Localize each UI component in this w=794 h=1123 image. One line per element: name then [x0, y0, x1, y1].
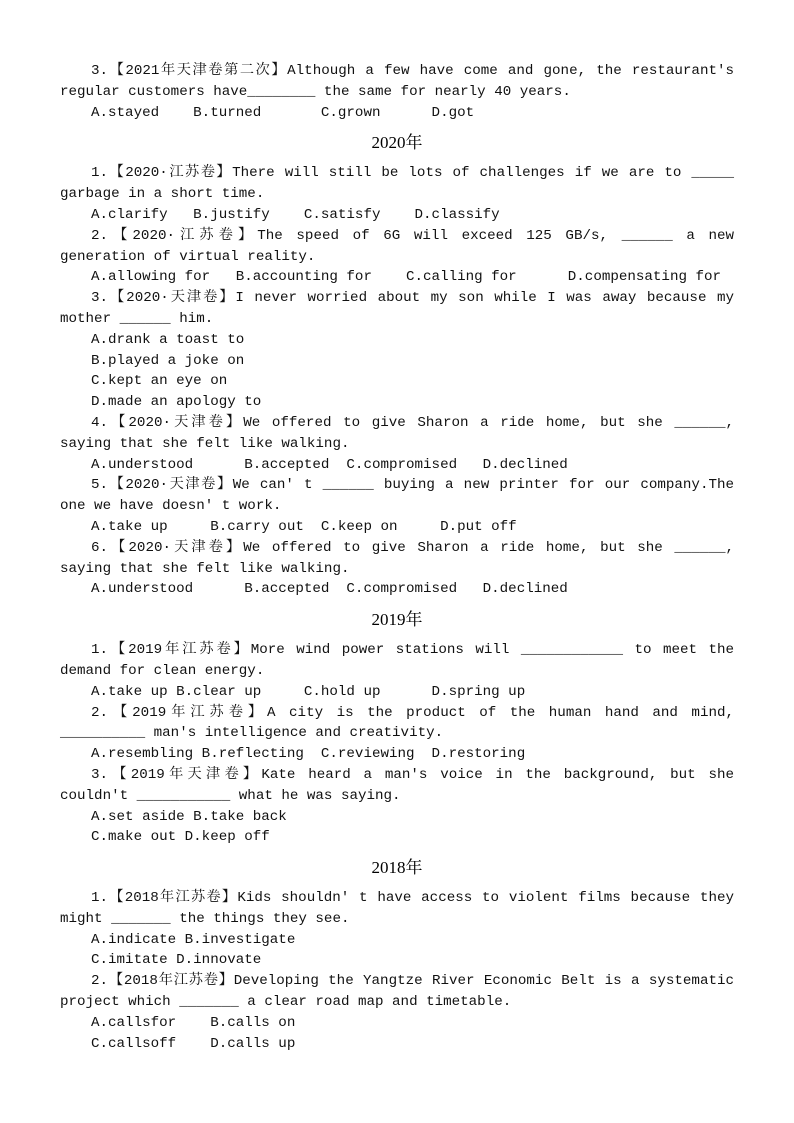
question	[60, 288, 734, 413]
year-heading: 2019年	[371, 610, 423, 630]
question-stem: 1.【2020·江苏卷】There will still be lots of challenges if we are to _____ garbage in a short time.	[60, 165, 734, 203]
year-heading: 2018年	[371, 858, 423, 878]
question	[60, 888, 734, 971]
question-option: C.kept an eye on	[91, 373, 228, 390]
question-stem: 2.【2020·江苏卷】The speed of 6G will exceed 125 GB/s, ______ a new generation of virtual reality.	[60, 227, 734, 265]
question-stem: 3.【2019年天津卷】Kate heard a man's voice in the background, but she couldn't ___________ what he was saying.	[60, 766, 734, 804]
question-options: A.allowing for B.accounting for C.calling for D.compensating for	[91, 269, 722, 286]
question-stem: 6.【2020·天津卷】We offered to give Sharon a ride home, but she ______, saying that she felt like walking.	[60, 539, 734, 577]
question	[60, 413, 734, 475]
question-option: A.indicate B.investigate	[91, 931, 296, 948]
question	[60, 640, 734, 702]
question	[60, 765, 734, 848]
question-stem: 3.【2020·天津卷】I never worried about my son while I was away because my mother ______ him.	[60, 290, 734, 327]
question-stem: 1.【2018年江苏卷】Kids shouldn' t have access to violent films because they might _______ the things they see.	[60, 890, 734, 927]
year-heading: 2020年	[371, 133, 423, 153]
question-stem: 2.【2019年江苏卷】A city is the product of the human hand and mind, __________ man's intelligence and creativity.	[60, 704, 734, 742]
question-option: A.drank a toast to	[91, 331, 245, 348]
question-stem: 2.【2018年江苏卷】Developing the Yangtze River Economic Belt is a systematic project which _______ a clear road map and timetable.	[60, 973, 734, 1011]
question-option: C.imitate D.innovate	[91, 952, 262, 969]
question	[60, 163, 734, 225]
question	[60, 61, 734, 123]
question-stem: 5.【2020·天津卷】We can' t ______ buying a new printer for our company.The one we have doesn' t work.	[60, 477, 734, 515]
question	[60, 475, 734, 537]
question-option: D.made an apology to	[91, 394, 262, 411]
document-page	[60, 61, 734, 1054]
question-options: A.take up B.clear up C.hold up D.spring up	[91, 683, 526, 700]
question-options: A.clarify B.justify C.satisfy D.classify	[91, 206, 500, 223]
question-stem: 1.【2019年江苏卷】More wind power stations will ____________ to meet the demand for clean energy.	[60, 642, 734, 679]
question-option: A.callsfor B.calls on	[91, 1014, 296, 1031]
question-option: C.callsoff D.calls up	[91, 1035, 296, 1052]
question-options: A.resembling B.reflecting C.reviewing D.restoring	[91, 746, 526, 763]
question-option: C.make out D.keep off	[91, 829, 270, 846]
question-options: A.understood B.accepted C.compromised D.declined	[91, 456, 568, 473]
question	[60, 971, 734, 1054]
question-option: B.played a joke on	[91, 352, 245, 369]
question	[60, 538, 734, 600]
question-stem: 4.【2020·天津卷】We offered to give Sharon a ride home, but she ______, saying that she felt like walking.	[60, 414, 734, 452]
question-options: A.stayed B.turned C.grown D.got	[91, 104, 475, 121]
question-options: A.take up B.carry out C.keep on D.put off	[91, 518, 517, 535]
question-option: A.set aside B.take back	[91, 808, 287, 825]
question	[60, 703, 734, 765]
question	[60, 226, 734, 288]
question-options: A.understood B.accepted C.compromised D.declined	[91, 581, 568, 598]
question-stem: 3.【2021年天津卷第二次】Although a few have come and gone, the restaurant's regular customers have________ the same for nearly 40 years.	[60, 63, 734, 100]
